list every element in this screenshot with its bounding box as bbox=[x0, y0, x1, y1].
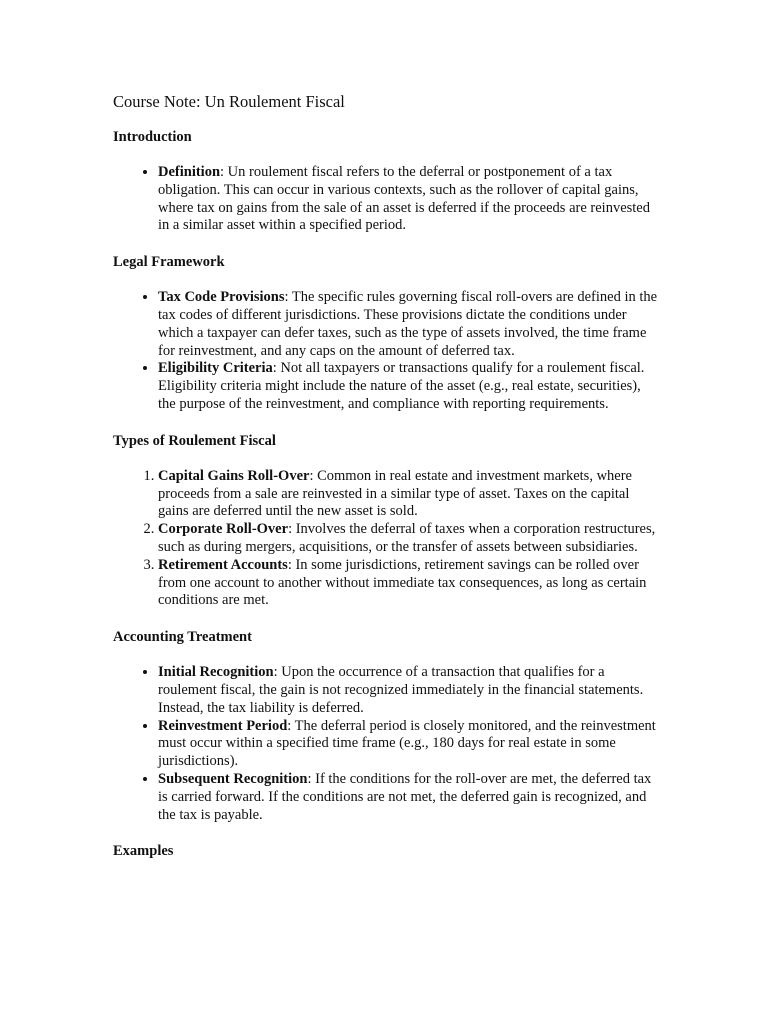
term-description: : The specific rules governing fiscal roll-overs are defined in the tax codes of different jurisdictions. These provisions dictate the conditions under which a taxpayer can defer taxes, such as the type of assets involved, the time frame for reinvestment, and any caps on the amount of deferred tax. bbox=[158, 289, 658, 359]
term-label: Definition bbox=[158, 164, 221, 180]
term-label: Reinvestment Period bbox=[158, 717, 288, 734]
section-heading-introduction: Introduction bbox=[113, 129, 192, 145]
list-item-tax-code-provisions bbox=[158, 289, 658, 360]
term-label: Eligibility Criteria bbox=[158, 360, 273, 377]
term-description: : Not all taxpayers or transactions qualify for a roulement fiscal. Eligibility criteria might include the nature of the asset (e.g., real estate, securities), the purpose of the reinvestment, and compliance with reporting requirements. bbox=[158, 360, 645, 412]
term-label: Subsequent Recognition bbox=[158, 770, 308, 787]
list-item-capital-gains-roll-over bbox=[158, 468, 658, 521]
list-item-eligibility-criteria bbox=[158, 360, 658, 413]
section-heading-accounting-treatment: Accounting Treatment bbox=[113, 629, 252, 646]
section-heading-types: Types of Roulement Fiscal bbox=[113, 432, 276, 449]
term-label: Initial Recognition bbox=[158, 664, 274, 681]
term-label: Retirement Accounts bbox=[158, 556, 288, 573]
list-item-retirement-accounts bbox=[158, 557, 658, 610]
term-description: : Upon the occurrence of a transaction that qualifies for a roulement fiscal, the gain is not recognized immediately in the financial statements. Instead, the tax liability is deferred. bbox=[158, 664, 644, 716]
document-title: Course Note: Un Roulement Fiscal bbox=[113, 92, 345, 111]
term-description: : If the conditions for the roll-over are met, the deferred tax is carried forward. If the conditions are not met, the deferred gain is recognized, and the tax is payable. bbox=[158, 770, 652, 823]
section-heading-legal-framework: Legal Framework bbox=[113, 254, 225, 271]
document-page bbox=[113, 92, 658, 878]
list-item-subsequent-recognition bbox=[158, 771, 658, 824]
section-heading-examples: Examples bbox=[113, 843, 174, 860]
term-description: : In some jurisdictions, retirement savings can be rolled over from one account to another without immediate tax consequences, as long as certain conditions are met. bbox=[158, 556, 647, 609]
list-item-initial-recognition bbox=[158, 664, 658, 717]
list-item-corporate-roll-over bbox=[158, 521, 658, 557]
accounting-treatment-list bbox=[113, 664, 658, 824]
term-description: : Un roulement fiscal refers to the deferral or postponement of a tax obligation. This can occur in various contexts, such as the rollover of capital gains, where tax on gains from the sale of an asset is deferred if the proceeds are reinvested in a similar asset within a specified period. bbox=[158, 164, 650, 234]
list-item-reinvestment-period bbox=[158, 718, 658, 771]
term-label: Corporate Roll-Over bbox=[158, 521, 289, 538]
list-item-definition bbox=[158, 164, 658, 235]
term-label: Capital Gains Roll-Over bbox=[158, 467, 310, 484]
term-description: : Common in real estate and investment markets, where proceeds from a sale are reinvested in a similar type of asset. Taxes on the capital gains are deferred until the new asset is sold. bbox=[158, 467, 632, 520]
term-label: Tax Code Provisions bbox=[158, 289, 285, 306]
term-description: : Involves the deferral of taxes when a corporation restructures, such as during mergers, acquisitions, or the transfer of assets between subsidiaries. bbox=[158, 521, 656, 555]
introduction-list bbox=[113, 164, 658, 235]
legal-framework-list bbox=[113, 289, 658, 414]
term-description: : The deferral period is closely monitored, and the reinvestment must occur within a specified time frame (e.g., 180 days for real estate in some jurisdictions). bbox=[158, 717, 656, 770]
types-list bbox=[113, 468, 658, 610]
